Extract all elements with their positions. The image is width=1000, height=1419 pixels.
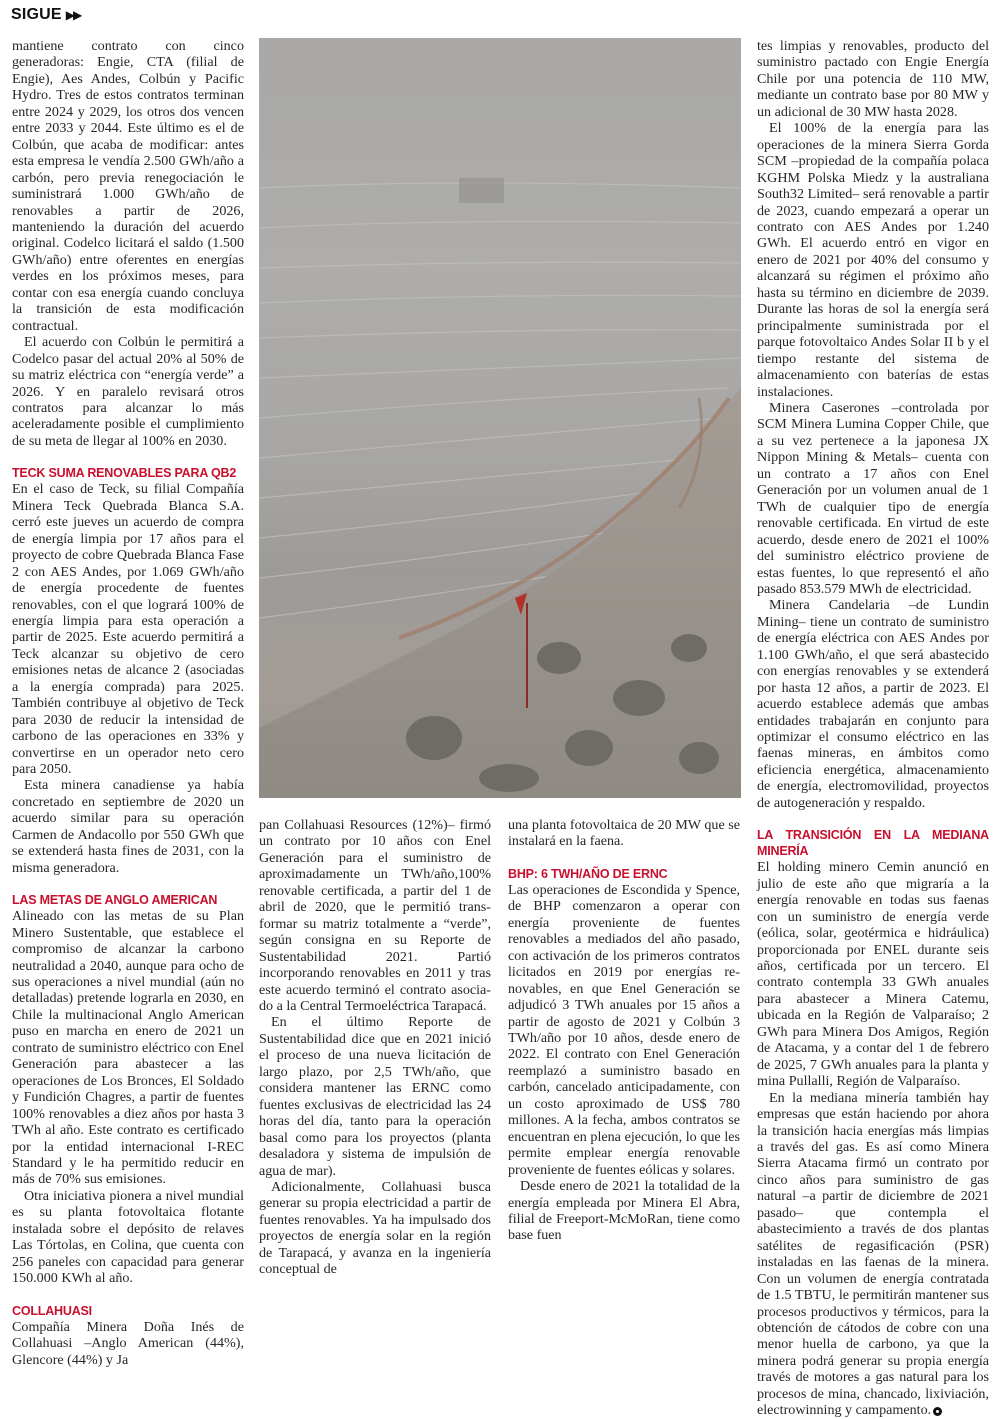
article-column-3: [508, 817, 740, 1244]
paragraph: En el caso de Teck, su filial Compañía Minera Teck Quebrada Blanca S.A. cerró este jueves un acuerdo de compra de energía limpia por 17 años para el proyecto de cobre Quebrada Blanca Fase 2 con AES Andes, por 1.069 GWh/año de energía procedente de fuentes renovables, con el que logrará 100% de energía limpia para esta operación a partir de 2025. Este acuerdo permitirá a Teck alcanzar su objetivo de cero emisiones netas de alcance 2 (asociadas a la energía comprada) para 2025. También contribuye al objetivo de Teck para 2030 de reducir la intensidad de carbono de las operaciones en 33% y convertirse en un operador neto cero para 2050.: [12, 481, 244, 778]
end-of-article-icon: [933, 1407, 942, 1416]
double-play-arrow-icon: ▶▶: [65, 8, 81, 22]
paragraph: Esta minera canadiense ya había concretado en septiembre de 2020 un acuerdo similar para su operación Carmen de Andacollo por 550 GWh que se extenderá hasta fines de 2031, con la misma generadora.: [12, 777, 244, 876]
section-heading-bhp: BHP: 6 TWH/AÑO DE ERNC: [508, 866, 668, 881]
article-column-2: [259, 817, 491, 1278]
paragraph: El 100% de la energía para las operaciones de la minera Sierra Gorda SCM –propiedad de la compañía polaca KGHM Polska Miedz y la australiana South32 Limited– será renovable a partir de 2023, cuando empezará a operar un contrato con AES Andes por 1.240 GWh. El acuerdo entró en vigor en enero de 2021 por 40% del consumo y alcanzará su régimen el próximo año hasta su término en diciembre de 2039. Durante las horas de sol la energía será principalmente suministrada por el parque fotovoltaico Andes Solar II b y el tiempo restante del sistema de almacenamiento con baterías de estas instalaciones.: [757, 120, 989, 400]
paragraph: Compañía Minera Doña Inés de Collahuasi –Anglo American (44%), Glencore (44%) y Ja: [12, 1318, 244, 1368]
paragraph: En el último Reporte de Sustentabilidad dice que en 2021 inició el proceso de una nueva licitación de largo plazo, por 2,5 TWh/año, que considera mantener las ERNC como fuentes exclusivas de electricidad las 24 horas del día, tanto para la operación basal como para los proyectos (planta desaladora y sistema de impulsión de agua de mar).: [259, 1014, 491, 1179]
section-heading-teck: TECK SUMA RENOVABLES PARA QB2: [12, 466, 237, 481]
continue-text: SIGUE: [11, 6, 62, 23]
article-column-1: [12, 38, 244, 1368]
article-column-4: [757, 38, 989, 1419]
open-pit-mine-illustration: [259, 38, 741, 798]
paragraph-final: [757, 1090, 989, 1419]
paragraph: Adicionalmente, Collahuasi busca generar su propia electricidad a partir de fuentes renovables. Ya ha impulsado dos proyectos de energía solar en la región de Tarapacá, y avanza en la ingeniería conceptual de: [259, 1178, 491, 1278]
paragraph: Las operaciones de Escondida y Spence, de BHP comenzaron a operar con energía proveniente de fuentes renovables a mediados del año pasado, con activación de los primeros contratos licitados en 2019 por energías renovables, en que Enel Generación se adjudicó 3 TWh anuales por 15 años a partir de agosto de 2021 y Colbún 3 TWh/año por 10 años, desde enero de 2022. El contrato con Enel Generación reemplazó a suministro basado en carbón, cancelado anticipadamente, con un costo aproximado de US$ 780 millones. A la fecha, ambos contratos se encuentran en plena ejecución, lo que les permite emplear energía renovable proveniente de fuentes eólicas y solares.: [508, 881, 740, 1178]
paragraph: una planta fotovoltaica de 20 MW que se instalará en la faena.: [508, 817, 740, 850]
paragraph: Alineado con las metas de su Plan Minero Sustentable, que establece el compromiso de alcanzar la carbono neutralidad a 2040, aunque para ocho de sus operaciones a nivel mundial (aún no detalladas) pretende lograrla en 2030, en Chile la multinacional Anglo American puso en marcha en enero de 2021 un contrato de suministro eléctrico con Enel Generación para abastecer a las operaciones de Los Bronces, El Soldado y Fundición Chagres, a partir de fuentes 100% renovables a diez años por hasta 3 TWh al año. Este contrato es certificado por la entidad internacional I-REC Standard y le ha permitido reducir en más de 70% sus emisiones.: [12, 908, 244, 1188]
section-heading-mediana-mineria: LA TRANSICIÓN EN LA MEDIANA MINERÍA: [757, 828, 989, 859]
paragraph: tes limpias y renovables, producto del suministro pactado con Engie Energía Chile por una potencia de 110 MW, mediante un contrato base por 80 MW y un adicional de 30 MW hasta 2028.: [757, 38, 989, 120]
paragraph-text: En la mediana minería también hay empresas que están haciendo por ahora la transición hacia energías más limpias a través del gas. Es así como Minera Sierra Atacama firmó un contrato por cinco años para suministro de gas natural –a partir de diciembre de 2021 pasado– que contempla el abastecimiento a través de dos plantas satélites de regasificación (PSR) instaladas en las faenas de la minera. Con un volumen de energía contratada de 1.5 TBTU, le permitirán mantener sus procesos productivos y térmicos, para la obtención de cátodos de cobre con una menor huella de carbono, ya que la minera podrá generar su propia energía través de motores a gas natural para los procesos de mina, chancado, lixiviación, electrowinning y campamento.: [757, 1089, 989, 1419]
paragraph: Otra iniciativa pionera a nivel mundial es su planta fotovoltaica flotante instalada sobre el depósito de relaves Las Tórtolas, en Colina, que cuenta con 256 paneles con capacidad para generar 150.000 KWh al año.: [12, 1187, 244, 1287]
section-heading-anglo-american: LAS METAS DE ANGLO AMERICAN: [12, 893, 218, 908]
paragraph: El acuerdo con Colbún le permitirá a Codelco pasar del actual 20% al 50% de su matriz eléctrica con “energía verde” a 2026. Y en paralelo revisará otros contratos para alcanzar lo más aceleradamente posible el cumplimiento de su meta de llegar al 100% en 2030.: [12, 334, 244, 449]
paragraph: mantiene contrato con cinco generadoras: Engie, CTA (filial de Engie), Aes Andes, Colbún y Pacific Hydro. Tres de estos contratos terminan entre 2024 y 2029, los otros dos vencen entre 2033 y 2044. Este último es el de Colbún, que acaba de modificar: antes esta empresa le vendía 2.500 GWh/año a carbón, pero previa renegociación le suministrará 1.000 GWh/año de renovables a partir de 2026, manteniendo la duración del acuerdo original. Codelco licitará el saldo (1.500 GWh/año) entre oferentes en energías verdes en los próximos meses, para contar con esa energía cuando concluya la transición de esta modificación contractual.: [12, 38, 244, 334]
paragraph: pan Collahuasi Resources (12%)– firmó un contrato por 10 años con Enel Generación para el suministro de aproximadamente un TWh/año,100% renovable certificada, a partir del 1 de abril de 2020, que le permitió transformar su matriz totalmente a “verde”, según consigna en su Reporte de Sustentabilidad 2021. Partió incorporando renovables en 2011 y tras este acuerdo terminó el contrato asociado a la Central Termoeléctrica Tarapacá.: [259, 817, 491, 1014]
paragraph: Minera Candelaria –de Lundin Mining– tiene un contrato de suministro de energía eléctrica con AES Andes por 1.100 GWh/año, el que será abastecido con energías renovables y se extenderá por hasta 12 años, a partir de 2023. El acuerdo establece además que ambas entidades trabajarán en conjunto para optimizar el consumo eléctrico en las faenas mineras, en ámbitos como eficiencia energética, almacenamiento de energía, electromovilidad, proyectos de autogeneración y respaldo.: [757, 597, 989, 811]
section-heading-collahuasi: COLLAHUASI: [12, 1303, 92, 1318]
paragraph: Desde enero de 2021 la totalidad de la energía empleada por Minera El Abra, filial de Freeport-McMoRan, tiene como base fuen: [508, 1178, 740, 1244]
paragraph: Minera Caserones –controlada por SCM Minera Lumina Copper Chile, que a su vez pertenece a la japonesa JX Nippon Mining & Metals– cuenta con un contrato a 17 años con Enel Generación por un volumen anual de 1 TWh de cualquier tipo de energía renovable certificada. En virtud de este acuerdo, desde enero de 2021 el 100% del suministro eléctrico proviene de estas fuentes, lo que representó el año pasado 853.579 MWh de electricidad.: [757, 399, 989, 597]
paragraph: El holding minero Cemin anunció en julio de este año que migraría a la energía renovable en todas sus faenas con un suministro de energía verde (eólica, solar, geotérmica e hidráulica) proporcionada por ENEL durante seis años, certificada por un tercero. El contrato contempla 33 GWh anuales para abastecer a Minera Catemu, ubicada en la Región de Valparaíso; 2 GWh para Minera Dos Amigos, Región de Atacama, y a contar del 1 de febrero de 2025, 7 GWh anuales para la planta y mina Pullalli, Región de Valparaíso.: [757, 859, 989, 1090]
continue-label: [11, 6, 80, 24]
dark-patch: [459, 178, 504, 203]
mine-photo: [259, 38, 741, 798]
